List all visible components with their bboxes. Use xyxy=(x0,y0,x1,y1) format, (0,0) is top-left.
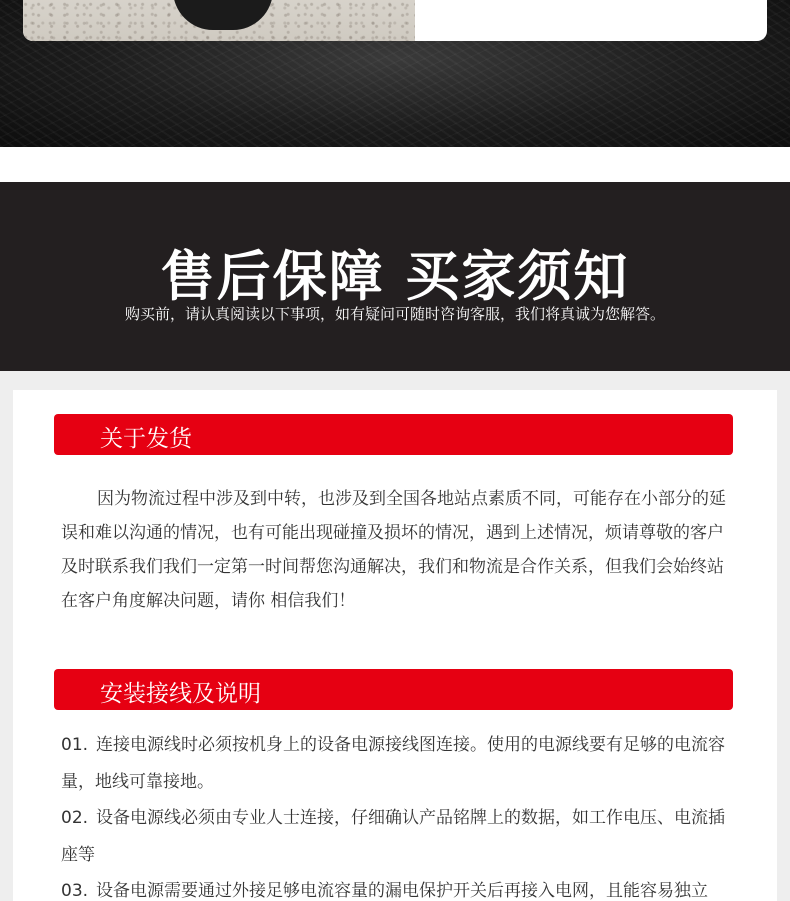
list-item xyxy=(61,800,731,874)
list-item xyxy=(61,727,731,801)
section-header-shipping xyxy=(54,414,733,455)
top-banner xyxy=(0,0,790,147)
item-number: 03. xyxy=(61,881,89,901)
page-title: 售后保障 买家须知 xyxy=(160,245,630,308)
shipping-paragraph: 因为物流过程中涉及到中转，也涉及到全国各地站点素质不同，可能存在小部分的延误和难以沟通的情况，也有可能出现碰撞及损坏的情况，遇到上述情况，烦请尊敬的客户及时联系我们我们一定第一时间帮您沟通解决，我们和物流是合作关系，但我们会始终站在客户角度解决问题，请你 相信我们！ xyxy=(61,489,726,611)
product-card xyxy=(23,0,767,41)
section-title: 安装接线及说明 xyxy=(100,681,261,707)
section-header-installation xyxy=(54,669,733,710)
page-subtitle: 购买前，请认真阅读以下事项，如有疑问可随时咨询客服，我们将真诚为您解答。 xyxy=(124,305,665,323)
product-photo xyxy=(23,0,415,41)
item-text: 设备电源需要通过外接足够电流容量的漏电保护开关后再接入电网，且能容易独立 xyxy=(96,881,709,901)
item-text: 设备电源线必须由专业人士连接，仔细确认产品铭牌上的数据，如工作电压、电流插座等 xyxy=(61,808,726,865)
after-sales-header xyxy=(0,182,790,371)
section-title: 关于发货 xyxy=(100,426,192,452)
list-item xyxy=(61,873,731,901)
item-number: 02. xyxy=(61,808,89,828)
item-text: 连接电源线时必须按机身上的设备电源接线图连接。使用的电源线要有足够的电流容量，地线可靠接地。 xyxy=(61,735,726,792)
item-number: 01. xyxy=(61,735,89,755)
